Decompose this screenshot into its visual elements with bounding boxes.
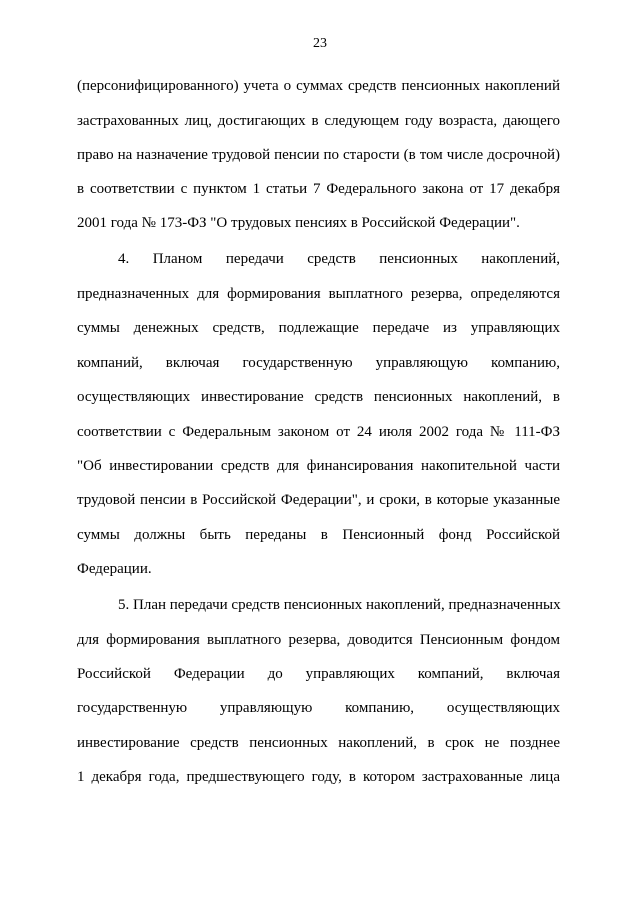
text-line: предназначенных для формирования выплатного резерва, определяются [77, 286, 560, 302]
text-line: инвестирование средств пенсионных накоплений, в срок не позднее [77, 735, 560, 751]
text-line: для формирования выплатного резерва, доводится Пенсионным фондом [77, 632, 560, 648]
text-line: государственную управляющую компанию, осуществляющих [77, 700, 560, 716]
text-line: компаний, включая государственную управляющую компанию, [77, 355, 560, 371]
text-line: осуществляющих инвестирование средств пенсионных накоплений, в [77, 389, 560, 405]
text-line: 2001 года № 173-ФЗ "О трудовых пенсиях в Российской Федерации". [77, 215, 520, 231]
text-line: Российской Федерации до управляющих компаний, включая [77, 666, 560, 682]
text-line: суммы денежных средств, подлежащие передаче из управляющих [77, 320, 560, 336]
text-line: застрахованных лиц, достигающих в следующем году возраста, дающего [77, 113, 560, 129]
text-line: Федерации. [77, 561, 152, 577]
text-line: 5. План передачи средств пенсионных накоплений, предназначенных [118, 597, 561, 613]
text-line: суммы должны быть переданы в Пенсионный фонд Российской [77, 527, 560, 543]
page-number: 23 [313, 36, 327, 51]
text-line: трудовой пенсии в Российской Федерации", и сроки, в которые указанные [77, 492, 560, 508]
text-line: право на назначение трудовой пенсии по старости (в том числе досрочной) [77, 147, 560, 163]
text-line: "Об инвестировании средств для финансирования накопительной части [77, 458, 560, 474]
text-line: (персонифицированного) учета о суммах средств пенсионных накоплений [77, 78, 560, 94]
text-line: соответствии с Федеральным законом от 24 июля 2002 года № 111-ФЗ [77, 424, 560, 440]
text-line: 4. Планом передачи средств пенсионных накоплений, [118, 251, 560, 267]
text-line: в соответствии с пунктом 1 статьи 7 Федерального закона от 17 декабря [77, 181, 560, 197]
text-line: 1 декабря года, предшествующего году, в котором застрахованные лица [77, 769, 560, 785]
